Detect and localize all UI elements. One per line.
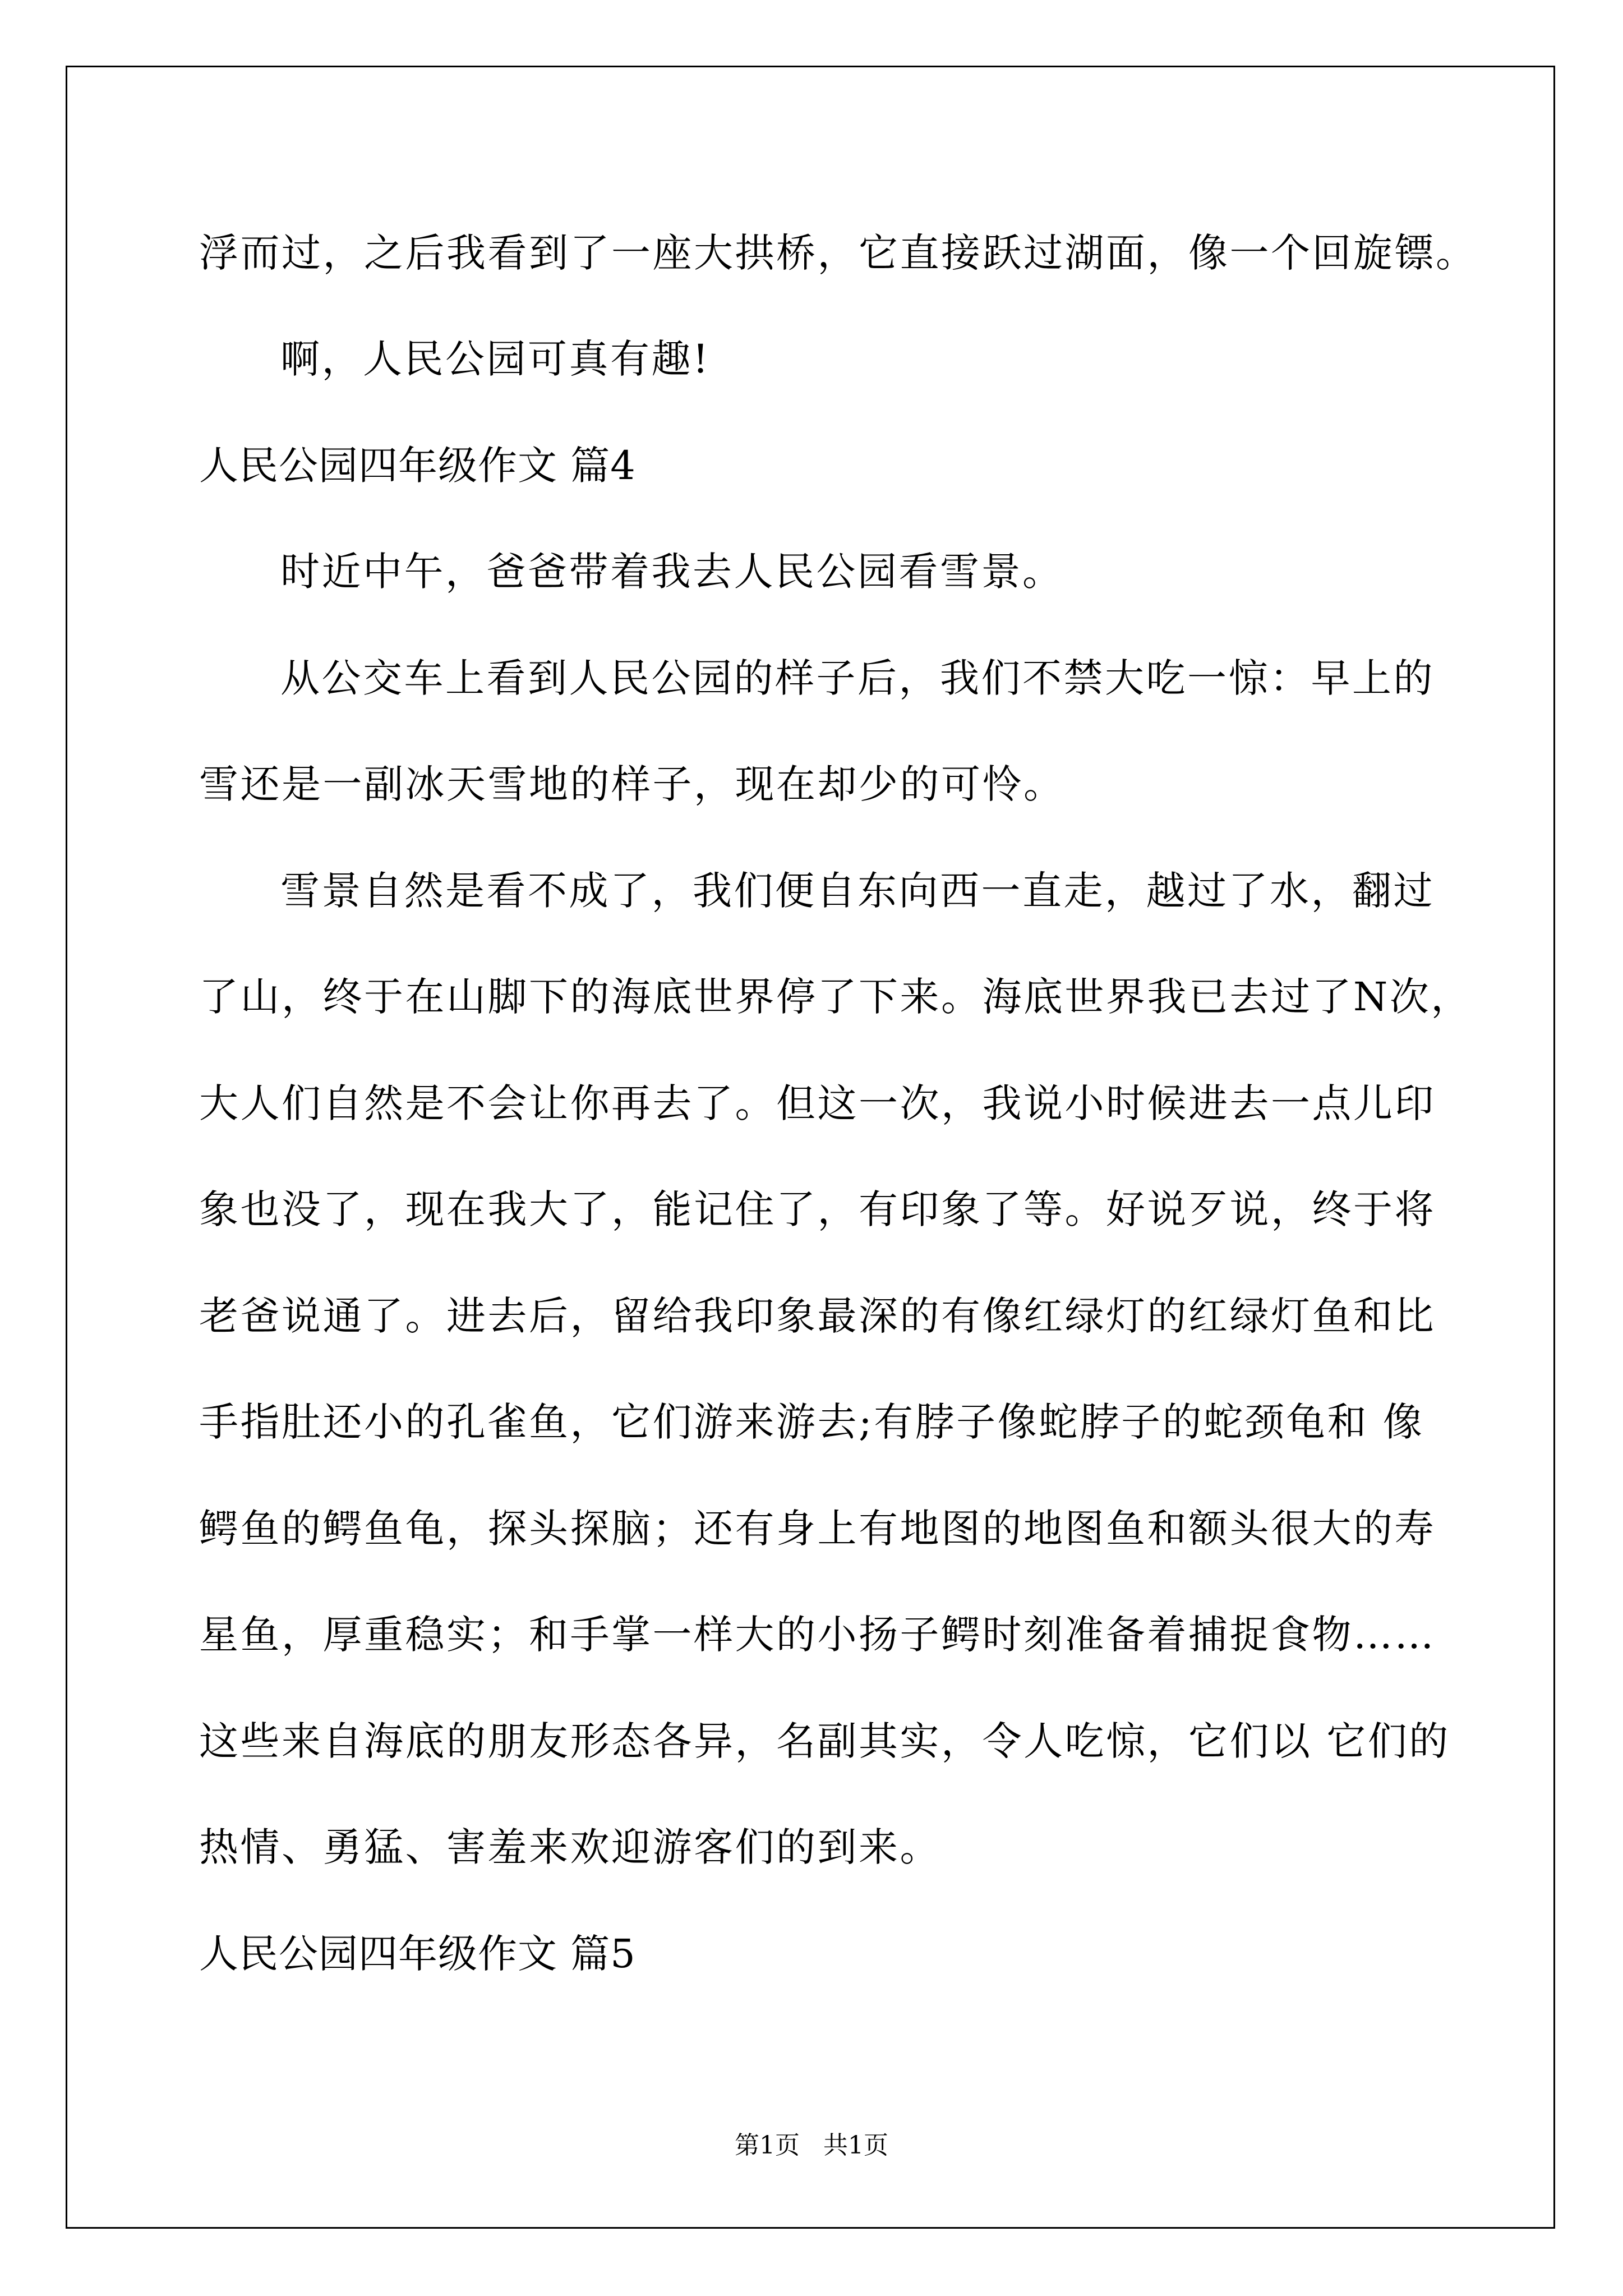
text-line-15: 这些来自海底的朋友形态各异，名副其实，令人吃惊，它们以 它们的 — [199, 1718, 1450, 1764]
section-heading-4: 人民公园四年级作文 篇4 — [199, 443, 636, 489]
text-line-13: 鳄鱼的鳄鱼龟，探头探脑；还有身上有地图的地图鱼和额头很大的寿 — [199, 1506, 1436, 1552]
text-line-8: 了山，终于在山脚下的海底世界停了下来。海底世界我已去过了N次， — [199, 974, 1472, 1020]
text-line-12: 手指肚还小的孔雀鱼，它们游来游去;有脖子像蛇脖子的蛇颈龟和 像 — [199, 1399, 1424, 1445]
page-border — [66, 66, 1555, 2229]
text-line-1: 浮而过，之后我看到了一座大拱桥，它直接跃过湖面，像一个回旋镖。 — [199, 230, 1477, 276]
text-line-2: 啊，人民公园可真有趣! — [280, 336, 711, 382]
text-line-16: 热情、勇猛、害羞来欢迎游客们的到来。 — [199, 1824, 941, 1870]
text-line-4: 时近中午，爸爸带着我去人民公园看雪景。 — [280, 549, 1064, 595]
text-line-6: 雪还是一副冰天雪地的样子，现在却少的可怜。 — [199, 761, 1065, 807]
text-line-10: 象也没了，现在我大了，能记住了，有印象了等。好说歹说，终于将 — [199, 1186, 1436, 1232]
text-line-5: 从公交车上看到人民公园的样子后，我们不禁大吃一惊：早上的 — [280, 655, 1435, 701]
text-line-11: 老爸说通了。进去后，留给我印象最深的有像红绿灯的红绿灯鱼和比 — [199, 1293, 1436, 1339]
text-line-7: 雪景自然是看不成了，我们便自东向西一直走，越过了水，翻过 — [280, 868, 1435, 914]
text-line-14: 星鱼，厚重稳实；和手掌一样大的小扬子鳄时刻准备着捕捉食物…… — [199, 1612, 1436, 1658]
text-line-9: 大人们自然是不会让你再去了。但这一次，我说小时候进去一点儿印 — [199, 1080, 1436, 1126]
page-footer: 第1页 共1页 — [735, 2131, 888, 2160]
section-heading-5: 人民公园四年级作文 篇5 — [199, 1931, 636, 1977]
